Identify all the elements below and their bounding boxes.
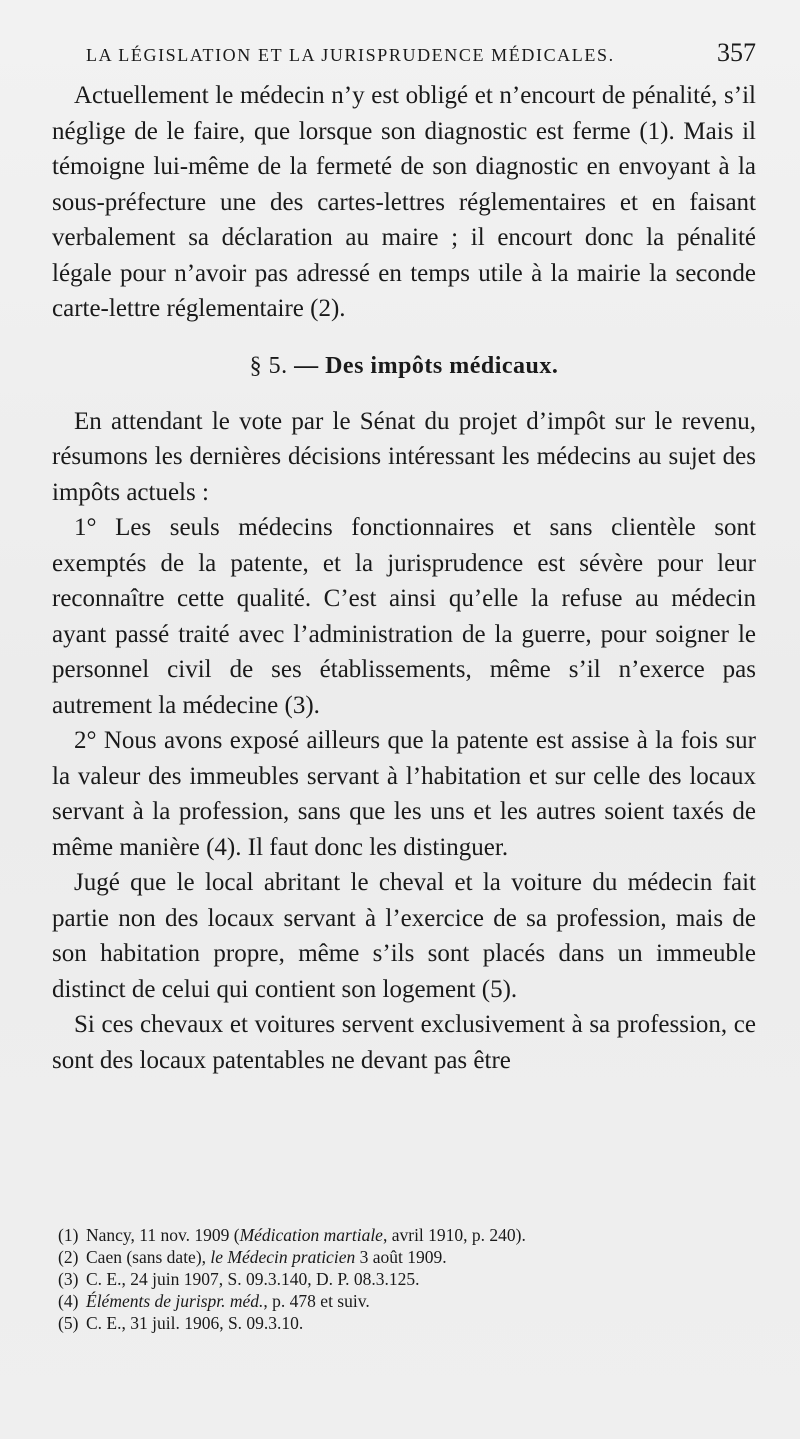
- footnote-number: (5): [58, 1313, 79, 1333]
- footnote-text: 3 août 1909.: [355, 1247, 447, 1267]
- footnote: [58, 1246, 750, 1268]
- section-heading: [52, 353, 756, 380]
- paragraph-6: Si ces chevaux et voitures servent exclusivement à sa profession, ce sont des locaux patentables ne devant pas être: [52, 1011, 756, 1074]
- section-heading-text: — Des impôts médicaux.: [294, 352, 559, 379]
- footnote-text: Nancy, 11 nov. 1909 (: [86, 1225, 240, 1245]
- footnote-number: (3): [58, 1269, 79, 1289]
- footnote-text: Caen (sans date),: [86, 1247, 211, 1267]
- footnote: [58, 1312, 750, 1334]
- footnote-text: C. E., 31 juil. 1906, S. 09.3.10.: [86, 1313, 304, 1333]
- running-title: LA LÉGISLATION ET LA JURISPRUDENCE MÉDICALES.: [86, 45, 615, 65]
- page-number: 357: [717, 38, 756, 67]
- footnote-italic: Médication martiale: [239, 1225, 383, 1245]
- section-mark: § 5.: [249, 352, 288, 379]
- footnote-italic: le Médecin praticien: [210, 1247, 356, 1267]
- footnote-italic: Éléments de jurispr. méd.: [86, 1291, 264, 1311]
- paragraph-3: 1° Les seuls médecins fonctionnaires et sans clientèle sont exemptés de la patente, et la jurisprudence est sévère pour leur reconnaître cette qualité. C’est ainsi qu’elle la refuse au médecin ayant passé traité avec l’administration de la guerre, pour soigner le personnel civil de ses établissements, même s’il n’exerce pas autrement la médecine (3).: [52, 514, 756, 719]
- footnotes: [58, 1224, 750, 1334]
- running-head: [52, 38, 756, 68]
- footnote-number: (2): [58, 1247, 79, 1267]
- footnote: [58, 1268, 750, 1290]
- paragraph-1: Actuellement le médecin n’y est obligé et n’encourt de pénalité, s’il néglige de le faire, que lorsque son diagnostic est ferme (1). Mais il témoigne lui-même de la fermeté de son diagnostic en envoyant à la sous-préfecture une des cartes-lettres réglementaires et en faisant verbalement sa déclaration au maire ; il encourt donc la pénalité légale pour n’avoir pas adressé en temps utile à la mairie la seconde carte-lettre réglementaire (2).: [52, 82, 756, 322]
- footnote-text: , avril 1910, p. 240).: [382, 1225, 526, 1245]
- footnote: [58, 1290, 750, 1312]
- paragraph-4: 2° Nous avons exposé ailleurs que la patente est assise à la fois sur la valeur des immeubles servant à l’habitation et sur celle des locaux servant à la profession, sans que les uns et les autres soient taxés de même manière (4). Il faut donc les distinguer.: [52, 727, 756, 861]
- footnote-text: C. E., 24 juin 1907, S. 09.3.140, D. P. 08.3.125.: [86, 1269, 420, 1289]
- footnote-number: (4): [58, 1291, 79, 1311]
- paragraph-5: Jugé que le local abritant le cheval et la voiture du médecin fait partie non des locaux servant à l’exercice de sa profession, mais de son habitation propre, même s’ils sont placés dans un immeuble distinct de celui qui contient son logement (5).: [52, 869, 756, 1003]
- footnote-number: (1): [58, 1225, 79, 1245]
- paragraph-2: En attendant le vote par le Sénat du projet d’impôt sur le revenu, résumons les dernières décisions intéressant les médecins au sujet des impôts actuels :: [52, 407, 756, 506]
- footnote-text: , p. 478 et suiv.: [263, 1291, 370, 1311]
- footnote: [58, 1224, 750, 1246]
